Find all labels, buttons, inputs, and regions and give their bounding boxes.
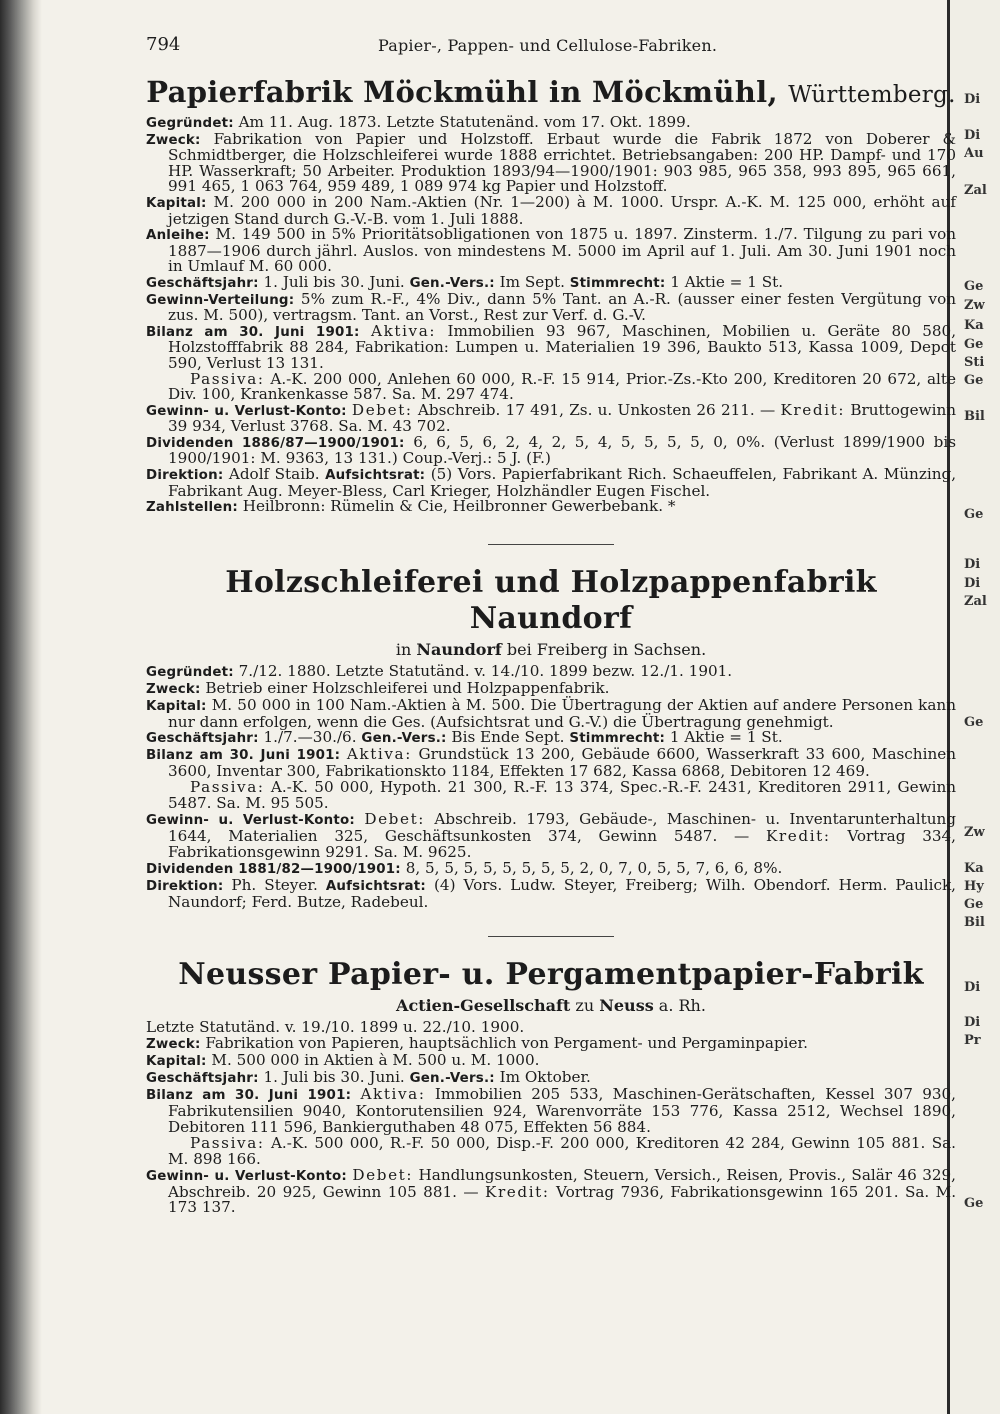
entry-purpose: Zweck: Betrieb einer Holzschleiferei und Holzpappenfabrik.: [146, 678, 610, 697]
entry-purpose: Zweck: Fabrikation von Papieren, hauptsächlich von Pergament- und Pergaminpapier.: [146, 1034, 808, 1053]
company-title: Neusser Papier- u. Pergamentpapier-Fabrik: [178, 957, 924, 993]
entry-paying-agents: Zahlstellen: Heilbronn: Rümelin & Cie, Heilbronner Gewerbebank. *: [146, 497, 676, 516]
edge-fragment: Bil: [964, 915, 985, 930]
entry-management: Direktion: Adolf Staib. Aufsichtsrat: (5) Vors. Papierfabrikant Rich. Schaeuffelen, Fabrikant A. Münzing, Fabrikant Aug. Meyer-Bless, Carl Krieger, Holzhändler Eugen Fischel.: [146, 465, 957, 500]
edge-fragment: Zw: [964, 298, 985, 313]
company-subtitle: Actien-Gesellschaft zu Neuss a. Rh.: [396, 996, 706, 1016]
entry-profit-loss: Gewinn- u. Verlust-Konto: Debet: Abschreib. 17 491, Zs. u. Unkosten 26 211. — Kredit: Bruttogewinn 39 934, Verlust 3768. Sa. M. 43 702.: [146, 400, 957, 436]
section-divider: [488, 936, 614, 937]
company-entry-neuss: [146, 957, 956, 1216]
entry-capital: Kapital: M. 50 000 in 100 Nam.-Aktien à M. 500. Die Übertragung der Aktien auf andere Personen kann nur dann erfolgen, wenn die Ges. (Aufsichtsrat und G.-V.) die Übertragung genehmigt.: [146, 695, 956, 731]
edge-fragment: Ge: [964, 337, 984, 352]
edge-fragment: Ge: [964, 507, 984, 522]
edge-fragment: Di: [964, 980, 981, 995]
edge-fragment: Zal: [964, 594, 987, 609]
edge-fragment: Di: [964, 1015, 981, 1030]
edge-fragment: Bil: [964, 409, 985, 424]
document-page: [146, 30, 956, 1390]
page-number: 794: [146, 34, 181, 55]
entry-balance-assets: Bilanz am 30. Juni 1901: Aktiva: Grundstück 13 200, Gebäude 6600, Wasserkraft 33 600, Maschinen 3600, Inventar 300, Fabrikationskto 1184, Effekten 17 682, Kassa 6868, Debitoren 12 469.: [146, 745, 956, 781]
entry-balance-assets: Bilanz am 30. Juni 1901: Aktiva: Immobilien 93 967, Maschinen, Mobilien u. Geräte 80 580, Holzstofffabrik 88 284, Fabrikation: Lumpen u. Materialien 19 396, Baukto 513, Kassa 1009, Depot 590, Verlust 13 131.: [146, 321, 957, 372]
entry-purpose: Zweck: Fabrikation von Papier und Holzstoff. Erbaut wurde die Fabrik 1872 von Doberer & Schmidtberger, die Holzschleiferei wurde 1888 errichtet. Betriebsangaben: 200 HP. Dampf- und 170 HP. Wasserkraft; 50 Arbeiter. Produktion 1893/94—1900/1901: 903 985, 965 358, 993 895, 965 661, 991 465, 1 063 764, 959 489, 1 089 974 kg Papier und Holzstoff.: [146, 129, 956, 196]
running-head: [146, 30, 956, 64]
edge-fragment: Au: [964, 146, 984, 161]
company-entry-naundorf: [146, 565, 956, 911]
entry-balance-assets: Bilanz am 30. Juni 1901: Aktiva: Immobilien 205 533, Maschinen-Gerätschaften, Kessel 307 930, Fabrikutensilien 9040, Kontorutensilien 924, Warenvorräte 153 776, Kassa 2512, Wechsel 1890, Debitoren 111 596, Bankierguthaben 48 075, Effekten 56 884.: [146, 1085, 957, 1136]
entry-profit-loss: Gewinn- u. Verlust-Konto: Debet: Abschreib. 1793, Gebäude-, Maschinen- u. Inventarunterhaltung 1644, Materialien 325, Geschäftsunkosten 374, Gewinn 5487. — Kredit: Vortrag 334, Fabrikationsgewinn 9291. Sa. M. 9625.: [146, 810, 957, 861]
running-head-title: Papier-, Pappen- und Cellulose-Fabriken.: [378, 36, 718, 55]
edge-fragment: Ge: [964, 279, 984, 294]
entry-profit-loss: Gewinn- u. Verlust-Konto: Debet: Handlungsunkosten, Steuern, Versich., Reisen, Provis., Salär 46 329, Abschreib. 20 925, Gewinn 105 881. — Kredit: Vortrag 7936, Fabrikationsgewinn 165 201. Sa. M. 173 137.: [146, 1165, 957, 1217]
edge-fragment: Ge: [964, 1196, 984, 1211]
entry-dividends: Dividenden 1886/87—1900/1901: 6, 6, 5, 6, 2, 4, 2, 5, 4, 5, 5, 5, 5, 0, 0%. (Verlust 1899/1900 bis 1900/1901: M. 9363, 13 131.) Coup.-Verj.: 5 J. (F.): [146, 432, 957, 468]
entry-balance-liabilities: Passiva: A.-K. 50 000, Hypoth. 21 300, R.-F. 13 374, Spec.-R.-F. 2431, Kreditoren 2911, Gewinn 5487. Sa. M. 95 505.: [168, 778, 957, 813]
entry-capital: Kapital: M. 200 000 in 200 Nam.-Aktien (Nr. 1—200) à M. 1000. Urspr. A.-K. M. 125 000, erhöht auf jetzigen Stand durch G.-V.-B. vom 1. Juli 1888.: [146, 192, 956, 228]
company-name: Papierfabrik Möckmühl in Möckmühl,: [146, 75, 778, 109]
entry-loan: Anleihe: M. 149 500 in 5% Prioritätsobligationen von 1875 u. 1897. Zinsterm. 1./7. Tilgung zu pari von 1887—1906 durch jährl. Auslos. von mindestens M. 5000 im April auf 1. Juli. Am 30. Juni 1901 noch in Umlauf M. 60 000.: [146, 225, 957, 276]
edge-fragment: Di: [964, 576, 981, 591]
company-subtitle: in Naundorf bei Freiberg in Sachsen.: [395, 639, 707, 659]
edge-fragment: Di: [964, 557, 981, 572]
edge-fragment: Di: [964, 92, 981, 107]
company-title: [146, 74, 956, 113]
section-divider: [488, 544, 614, 545]
entry-dividends: Dividenden 1881/82—1900/1901: 8, 5, 5, 5, 5, 5, 5, 5, 5, 2, 0, 7, 0, 5, 5, 7, 6, 6, 8%.: [146, 858, 783, 877]
entry-fiscal-year: Geschäftsjahr: 1. Juli bis 30. Juni. Gen.-Vers.: Im Oktober.: [146, 1068, 591, 1087]
edge-fragment: Zal: [964, 183, 987, 198]
edge-fragment: Ka: [964, 861, 984, 876]
company-title: Holzschleiferei und Holzpappenfabrik Naundorf: [225, 564, 877, 636]
entry-management: Direktion: Ph. Steyer. Aufsichtsrat: (4) Vors. Ludw. Steyer, Freiberg; Wilh. Obendorf. Herm. Paulick, Naundorf; Ferd. Butze, Radebeul.: [146, 875, 957, 911]
company-entry-moeckmuehl: [146, 74, 956, 516]
entry-statute-change: Letzte Statutänd. v. 19./10. 1899 u. 22./10. 1900.: [146, 1018, 525, 1037]
edge-fragment: Ka: [964, 318, 984, 333]
entry-profit-distribution: Gewinn-Verteilung: 5% zum R.-F., 4% Div., dann 5% Tant. an A.-R. (ausser einer festen Vergütung von zus. M. 500), vertragsm. Tant. an Vorst., Rest zur Verf. d. G.-V.: [146, 289, 956, 325]
entry-fiscal-year: Geschäftsjahr: 1. Juli bis 30. Juni. Gen.-Vers.: Im Sept. Stimmrecht: 1 Aktie = 1 St.: [146, 272, 784, 291]
entry-capital: Kapital: M. 500 000 in Aktien à M. 500 u. M. 1000.: [146, 1051, 540, 1070]
entry-fiscal-year: Geschäftsjahr: 1./7.—30./6. Gen.-Vers.: Bis Ende Sept. Stimmrecht: 1 Aktie = 1 St.: [146, 728, 783, 747]
edge-fragment: Ge: [964, 897, 984, 912]
edge-fragment: Hy: [964, 879, 984, 894]
book-binding-shadow: [0, 0, 42, 1414]
edge-fragment: Sti: [964, 355, 985, 370]
company-location: Württemberg.: [788, 82, 956, 108]
edge-fragment: Ge: [964, 715, 984, 730]
entry-founded: Gegründet: 7./12. 1880. Letzte Statutänd. v. 14./10. 1899 bezw. 12./1. 1901.: [146, 661, 733, 680]
edge-fragment: Ge: [964, 373, 984, 388]
edge-fragment: Di: [964, 128, 981, 143]
entry-balance-liabilities: Passiva: A.-K. 500 000, R.-F. 50 000, Disp.-F. 200 000, Kreditoren 42 284, Gewinn 105 881. Sa. M. 898 166.: [168, 1133, 957, 1168]
edge-fragment: Pr: [964, 1033, 981, 1048]
edge-fragment: Zw: [964, 825, 985, 840]
entry-balance-liabilities: Passiva: A.-K. 200 000, Anlehen 60 000, R.-F. 15 914, Prior.-Zs.-Kto 200, Kreditoren 20 672, alte Div. 100, Krankenkasse 587. Sa. M. 297 474.: [168, 369, 957, 404]
entry-founded: Gegründet: Am 11. Aug. 1873. Letzte Statutenänd. vom 17. Okt. 1899.: [146, 113, 691, 131]
